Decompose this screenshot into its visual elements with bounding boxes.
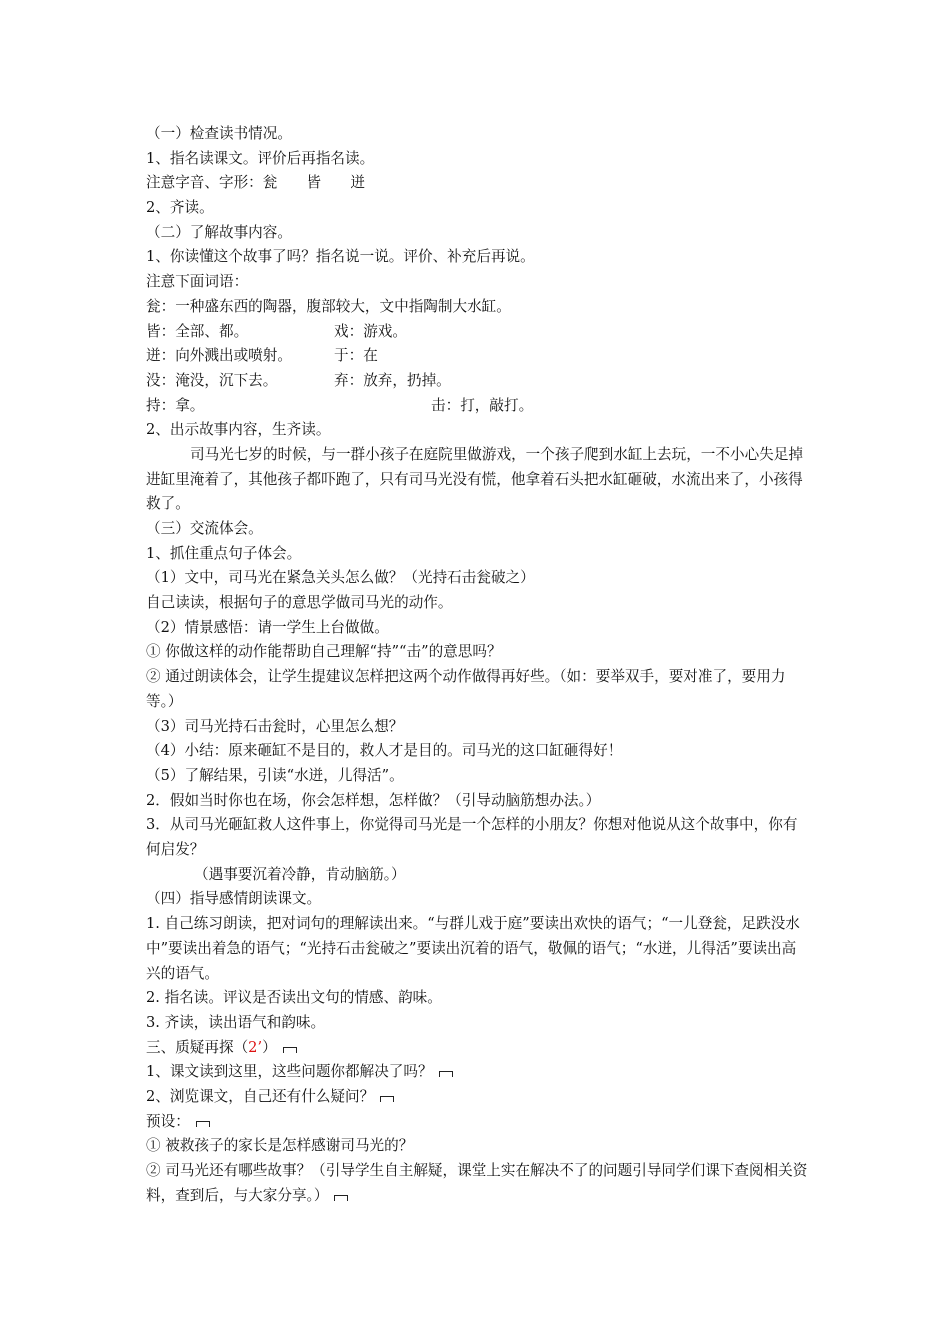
text-paragraph xyxy=(146,1159,810,1208)
paragraph-mark-icon xyxy=(283,1047,297,1053)
text-line: ① 被救孩子的家长是怎样感谢司马光的？ xyxy=(146,1137,414,1155)
text-line: 注意字音、字形：瓮 皆 迸 xyxy=(146,174,365,192)
vocab-term: 于：在 xyxy=(334,347,378,365)
vocab-term: 击：打，敲打。 xyxy=(431,396,534,414)
text-line: 1、抓住重点句子体会。 xyxy=(146,544,302,562)
section-heading-5 xyxy=(146,1036,810,1061)
vocab-term: 弃：放弃，扔掉。 xyxy=(334,371,451,389)
text-paragraph: 3．从司马光砸缸救人这件事上，你觉得司马光是一个怎样的小朋友？你想对他说从这个故事中，你有何启发？ xyxy=(146,816,798,859)
text-line xyxy=(146,1085,810,1110)
text-line: 2、齐读。 xyxy=(146,199,214,217)
text-line: 2、出示故事内容，生齐读。 xyxy=(146,421,331,439)
story-paragraph: 司马光七岁的时候，与一群小孩子在庭院里做游戏，一个孩子爬到水缸上去玩，一不小心失足掉进缸里淹着了，其他孩子都吓跑了，只有司马光没有慌，他拿着石头把水缸砸破，水流出来了，小孩得救了。 xyxy=(146,445,803,513)
paragraph-mark-icon xyxy=(380,1096,394,1102)
section-heading-4: （四）指导感情朗读课文。 xyxy=(146,890,322,908)
vocab-term: 迸：向外溅出或喷射。 xyxy=(146,347,292,365)
text-line: （4）小结：原来砸缸不是目的，救人才是目的。司马光的这口缸砸得好！ xyxy=(146,742,623,760)
vocab-term: 没：淹没，沉下去。 xyxy=(146,371,278,389)
answer-line: （遇事要沉着冷静，肯动脑筋。） xyxy=(194,865,406,883)
vocab-row xyxy=(146,394,810,419)
text-paragraph: ② 通过朗读体会，让学生提建议怎样把这两个动作做得再好些。（如：要举双手，要对准了，要用力等。） xyxy=(146,668,786,710)
lesson-plan-text xyxy=(146,122,810,1208)
text-line: 1、指名读课文。评价后再指名读。 xyxy=(146,149,375,167)
vocab-term: 持：拿。 xyxy=(146,396,205,414)
text-line: 注意下面词语： xyxy=(146,273,249,291)
line-text: 2、浏览课文，自己还有什么疑问？ xyxy=(146,1087,375,1105)
heading-text: 三、质疑再探（ xyxy=(146,1038,249,1056)
line-text: ② 司马光还有哪些故事？（引导学生自主解疑，课堂上实在解决不了的问题引导同学们课下查阅相关资料，查到后，与大家分享。） xyxy=(146,1162,808,1204)
text-line xyxy=(146,1060,810,1085)
line-text: 1、课文读到这里，这些问题你都解决了吗？ xyxy=(146,1063,433,1081)
text-line: （5）了解结果，引读“水迸，儿得活”。 xyxy=(146,766,404,784)
vocab-row xyxy=(146,344,810,369)
text-line: （1）文中，司马光在紧急关头怎么做？（光持石击瓮破之） xyxy=(146,569,535,587)
paragraph-mark-icon xyxy=(196,1121,210,1127)
text-line: （2）情景感悟：请一学生上台做做。 xyxy=(146,618,389,636)
text-paragraph: 1. 自己练习朗读，把对词句的理解读出来。“与群儿戏于庭”要读出欢快的语气；“一儿登瓮，足跌没水中”要读出着急的语气；“光持石击瓮破之”要读出沉着的语气，敬佩的语气；“水迸，儿得活”要读出高兴的语气。 xyxy=(146,915,800,982)
text-line: 3. 齐读，读出语气和韵味。 xyxy=(146,1013,326,1031)
paragraph-mark-icon xyxy=(334,1195,348,1201)
paragraph-mark-icon xyxy=(439,1071,453,1077)
vocab-term: 皆：全部、都。 xyxy=(146,322,249,340)
text-line xyxy=(146,1110,810,1135)
text-line: 1、你读懂这个故事了吗？指名说一说。评价、补充后再说。 xyxy=(146,248,535,266)
section-heading-1: （一）检查读书情况。 xyxy=(146,125,292,142)
section-heading-2: （二）了解故事内容。 xyxy=(146,223,292,241)
text-line: （3）司马光持石击瓮时，心里怎么想？ xyxy=(146,717,404,735)
vocab-term: 戏：游戏。 xyxy=(334,322,407,340)
section-heading-3: （三）交流体会。 xyxy=(146,520,263,538)
line-text: 预设： xyxy=(146,1112,190,1130)
vocab-line: 瓮：一种盛东西的陶器，腹部较大，文中指陶制大水缸。 xyxy=(146,297,511,315)
vocab-row xyxy=(146,369,810,394)
text-line: ① 你做这样的动作能帮助自己理解“持”“击”的意思吗？ xyxy=(146,643,502,661)
heading-text: ） xyxy=(262,1038,277,1056)
text-line: 2．假如当时你也在场，你会怎样想，怎样做？（引导动脑筋想办法。） xyxy=(146,791,601,809)
text-line: 2. 指名读。评议是否读出文句的情感、韵味。 xyxy=(146,989,442,1007)
time-mark: 2’ xyxy=(248,1038,263,1056)
vocab-row xyxy=(146,320,810,345)
text-line: 自己读读，根据句子的意思学做司马光的动作。 xyxy=(146,594,453,612)
